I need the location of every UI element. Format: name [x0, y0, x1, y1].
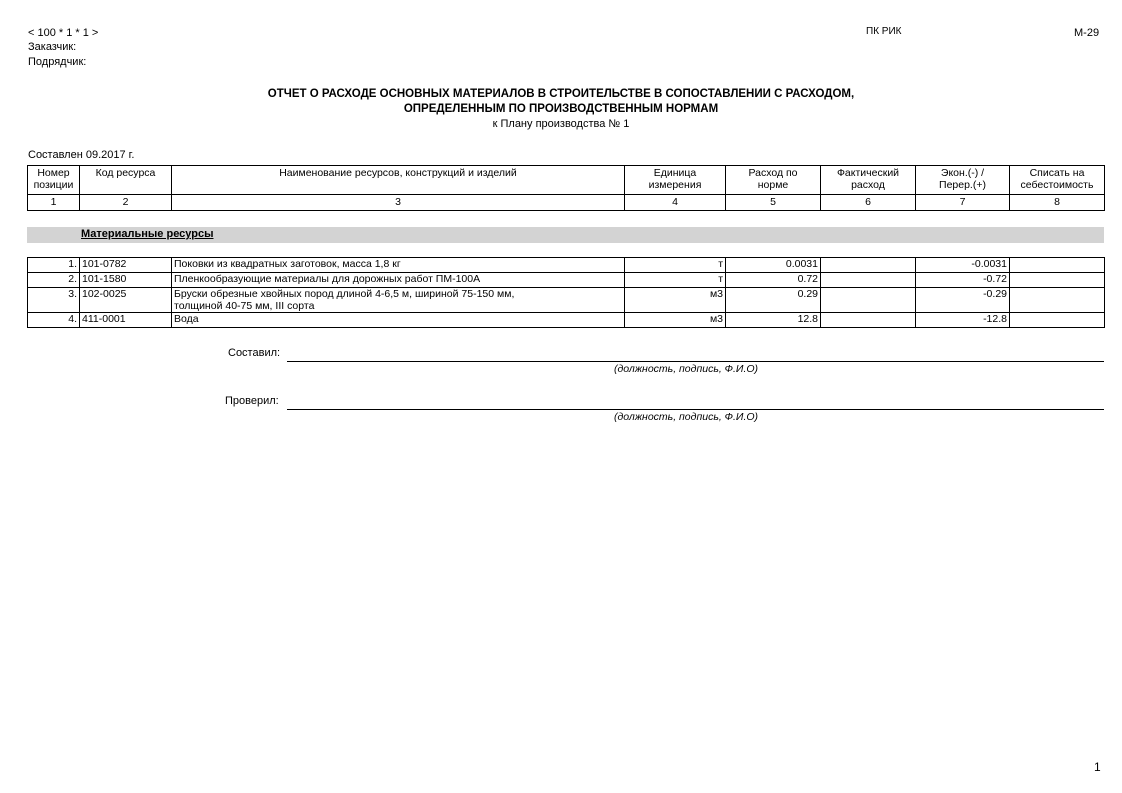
checked-by-label: Проверил: [225, 395, 279, 407]
unit-cell: м3 [625, 288, 726, 313]
writeoff-cell [1010, 258, 1105, 273]
column-number: 8 [1010, 195, 1105, 211]
resource-name-cell: Бруски обрезные хвойных пород длиной 4-6,5 м, шириной 75-150 мм, толщиной 40-75 мм, III сорта [172, 288, 625, 313]
resource-name-cell: Вода [172, 313, 625, 328]
unit-cell: т [625, 273, 726, 288]
resource-name-cell: Пленкообразующие материалы для дорожных работ ПМ-100А [172, 273, 625, 288]
compiled-by-caption: (должность, подпись, Ф.И.О) [614, 363, 759, 375]
checked-by-caption: (должность, подпись, Ф.И.О) [614, 411, 759, 423]
actual-cell [821, 258, 916, 273]
difference-cell: -0.29 [916, 288, 1010, 313]
column-header-row [28, 166, 1105, 195]
section-title: Материальные ресурсы [81, 228, 214, 240]
page-number: 1 [1094, 760, 1101, 774]
norm-cell: 0.0031 [726, 258, 821, 273]
column-number: 3 [172, 195, 625, 211]
column-header: Расход по норме [726, 166, 821, 195]
resource-code-cell: 101-0782 [80, 258, 172, 273]
position-cell: 3. [28, 288, 80, 313]
writeoff-cell [1010, 313, 1105, 328]
checked-by-signature-line [287, 409, 1104, 410]
column-header: Наименование ресурсов, конструкций и изделий [172, 166, 625, 195]
report-subtitle: к Плану производства № 1 [492, 118, 630, 130]
column-number: 2 [80, 195, 172, 211]
form-code: М-29 [1074, 27, 1100, 39]
customer-label: Заказчик: [28, 41, 77, 53]
actual-cell [821, 288, 916, 313]
position-cell: 2. [28, 273, 80, 288]
column-number-row [28, 195, 1105, 211]
position-cell: 1. [28, 258, 80, 273]
column-header: Код ресурса [80, 166, 172, 195]
table-row [28, 313, 1105, 328]
column-header: Фактический расход [821, 166, 916, 195]
compiled-by-signature-line [287, 361, 1104, 362]
difference-cell: -12.8 [916, 313, 1010, 328]
unit-cell: м3 [625, 313, 726, 328]
resource-code-cell: 101-1580 [80, 273, 172, 288]
table-row [28, 258, 1105, 273]
column-number: 1 [28, 195, 80, 211]
table-row [28, 288, 1105, 313]
contractor-label: Подрядчик: [28, 56, 87, 68]
norm-cell: 0.29 [726, 288, 821, 313]
resource-code-cell: 102-0025 [80, 288, 172, 313]
difference-cell: -0.72 [916, 273, 1010, 288]
difference-cell: -0.0031 [916, 258, 1010, 273]
column-header: Списать на себестоимость [1010, 166, 1105, 195]
writeoff-cell [1010, 273, 1105, 288]
report-title-line1: ОТЧЕТ О РАСХОДЕ ОСНОВНЫХ МАТЕРИАЛОВ В СТРОИТЕЛЬСТВЕ В СОПОСТАВЛЕНИИ С РАСХОДОМ, [267, 88, 855, 100]
unit-cell: т [625, 258, 726, 273]
column-number: 4 [625, 195, 726, 211]
actual-cell [821, 273, 916, 288]
compiled-date: Составлен 09.2017 г. [28, 149, 135, 161]
compiled-by-label: Составил: [228, 347, 281, 359]
column-header: Экон.(-) / Перер.(+) [916, 166, 1010, 195]
document-code: < 100 * 1 * 1 > [28, 27, 99, 39]
column-header: Номер позиции [28, 166, 80, 195]
resource-code-cell: 411-0001 [80, 313, 172, 328]
program-name: ПК РИК [866, 26, 902, 37]
writeoff-cell [1010, 288, 1105, 313]
position-cell: 4. [28, 313, 80, 328]
table-row [28, 273, 1105, 288]
norm-cell: 0.72 [726, 273, 821, 288]
column-header: Единица измерения [625, 166, 726, 195]
section-header [27, 227, 1104, 243]
materials-table [27, 257, 1105, 328]
norm-cell: 12.8 [726, 313, 821, 328]
column-number: 7 [916, 195, 1010, 211]
report-title [0, 87, 1122, 117]
column-number: 6 [821, 195, 916, 211]
column-header-table [27, 165, 1105, 211]
actual-cell [821, 313, 916, 328]
resource-name-cell: Поковки из квадратных заготовок, масса 1,8 кг [172, 258, 625, 273]
report-title-line2: ОПРЕДЕЛЕННЫМ ПО ПРОИЗВОДСТВЕННЫМ НОРМАМ [403, 103, 719, 115]
column-number: 5 [726, 195, 821, 211]
